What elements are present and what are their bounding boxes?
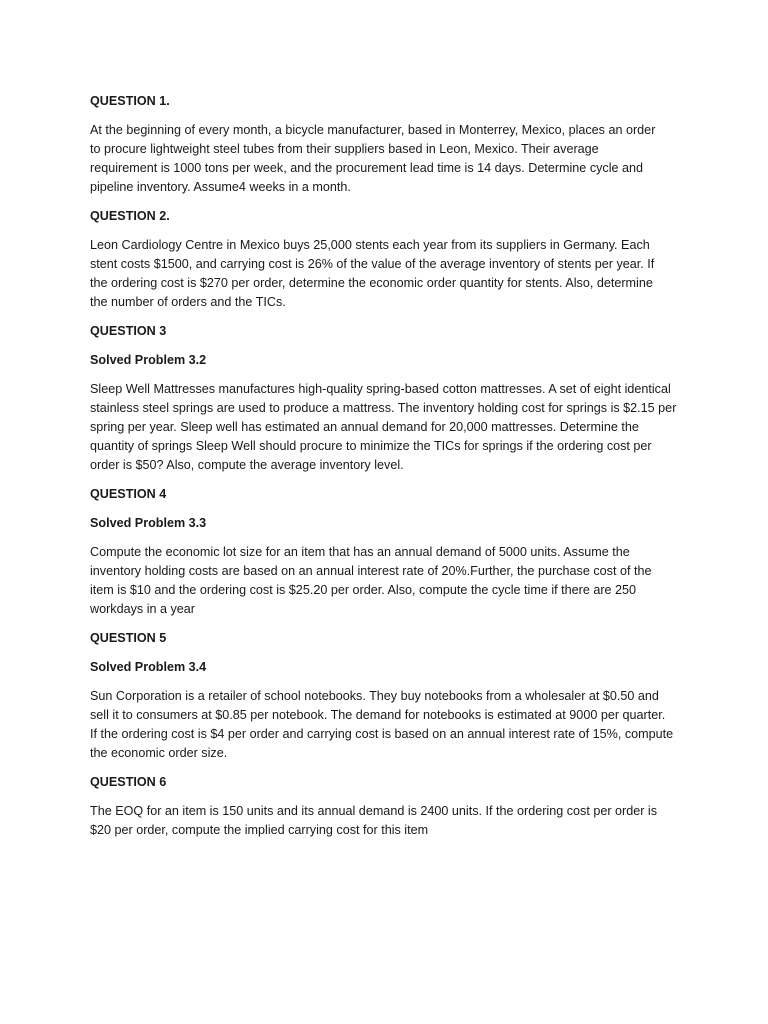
text-line: the economic order size. xyxy=(90,746,228,760)
problem-subheading: Solved Problem 3.2 xyxy=(90,353,207,367)
question-body xyxy=(90,121,690,197)
text-line: spring per year. Sleep well has estimated an annual demand for 20,000 mattresses. Determine the xyxy=(90,420,639,434)
problem-subheading: Solved Problem 3.4 xyxy=(90,660,207,674)
text-line: $20 per order, compute the implied carrying cost for this item xyxy=(90,823,429,837)
question-heading: QUESTION 3 xyxy=(90,324,167,338)
document-page xyxy=(90,92,690,850)
text-line: requirement is 1000 tons per week, and the procurement lead time is 14 days. Determine cycle and xyxy=(90,161,644,175)
question-body xyxy=(90,380,690,475)
text-line: to procure lightweight steel tubes from their suppliers based in Leon, Mexico. Their average xyxy=(90,142,599,156)
question-heading: QUESTION 5 xyxy=(90,631,167,645)
question-body xyxy=(90,543,690,619)
question-heading: QUESTION 2. xyxy=(90,209,170,223)
question-5 xyxy=(90,629,690,763)
text-line: Compute the economic lot size for an item that has an annual demand of 5000 units. Assume the xyxy=(90,545,630,559)
problem-subheading: Solved Problem 3.3 xyxy=(90,516,207,530)
text-line: workdays in a year xyxy=(90,602,195,616)
text-line: quantity of springs Sleep Well should procure to minimize the TICs for springs if the ordering cost per xyxy=(90,439,652,453)
question-body xyxy=(90,687,690,763)
text-line: At the beginning of every month, a bicycle manufacturer, based in Monterrey, Mexico, places an order xyxy=(90,123,656,137)
text-line: Sun Corporation is a retailer of school notebooks. They buy notebooks from a wholesaler at $0.50 and xyxy=(90,689,659,703)
question-body xyxy=(90,802,690,840)
question-6 xyxy=(90,773,690,840)
text-line: If the ordering cost is $4 per order and carrying cost is based on an annual interest rate of 15%, compute xyxy=(90,727,674,741)
question-1 xyxy=(90,92,690,197)
text-line: order is $50? Also, compute the average inventory level. xyxy=(90,458,404,472)
text-line: Leon Cardiology Centre in Mexico buys 25,000 stents each year from its suppliers in Germany. Each xyxy=(90,238,650,252)
question-body xyxy=(90,236,690,312)
question-2 xyxy=(90,207,690,312)
text-line: The EOQ for an item is 150 units and its annual demand is 2400 units. If the ordering cost per order is xyxy=(90,804,658,818)
text-line: item is $10 and the ordering cost is $25.20 per order. Also, compute the cycle time if there are 250 xyxy=(90,583,637,597)
text-line: the ordering cost is $270 per order, determine the economic order quantity for stents. Also, determine xyxy=(90,276,653,290)
question-heading: QUESTION 6 xyxy=(90,775,167,789)
text-line: inventory holding costs are based on an annual interest rate of 20%.Further, the purchase cost of the xyxy=(90,564,652,578)
text-line: pipeline inventory. Assume4 weeks in a month. xyxy=(90,180,351,194)
text-line: Sleep Well Mattresses manufactures high-quality spring-based cotton mattresses. A set of eight identical xyxy=(90,382,671,396)
text-line: the number of orders and the TICs. xyxy=(90,295,286,309)
text-line: stent costs $1500, and carrying cost is 26% of the value of the average inventory of stents per year. If xyxy=(90,257,655,271)
question-3 xyxy=(90,322,690,475)
text-line: stainless steel springs are used to produce a mattress. The inventory holding cost for springs is $2.15 per xyxy=(90,401,677,415)
question-heading: QUESTION 1. xyxy=(90,94,170,108)
question-4 xyxy=(90,485,690,619)
question-heading: QUESTION 4 xyxy=(90,487,167,501)
text-line: sell it to consumers at $0.85 per notebook. The demand for notebooks is estimated at 9000 per quarter. xyxy=(90,708,666,722)
